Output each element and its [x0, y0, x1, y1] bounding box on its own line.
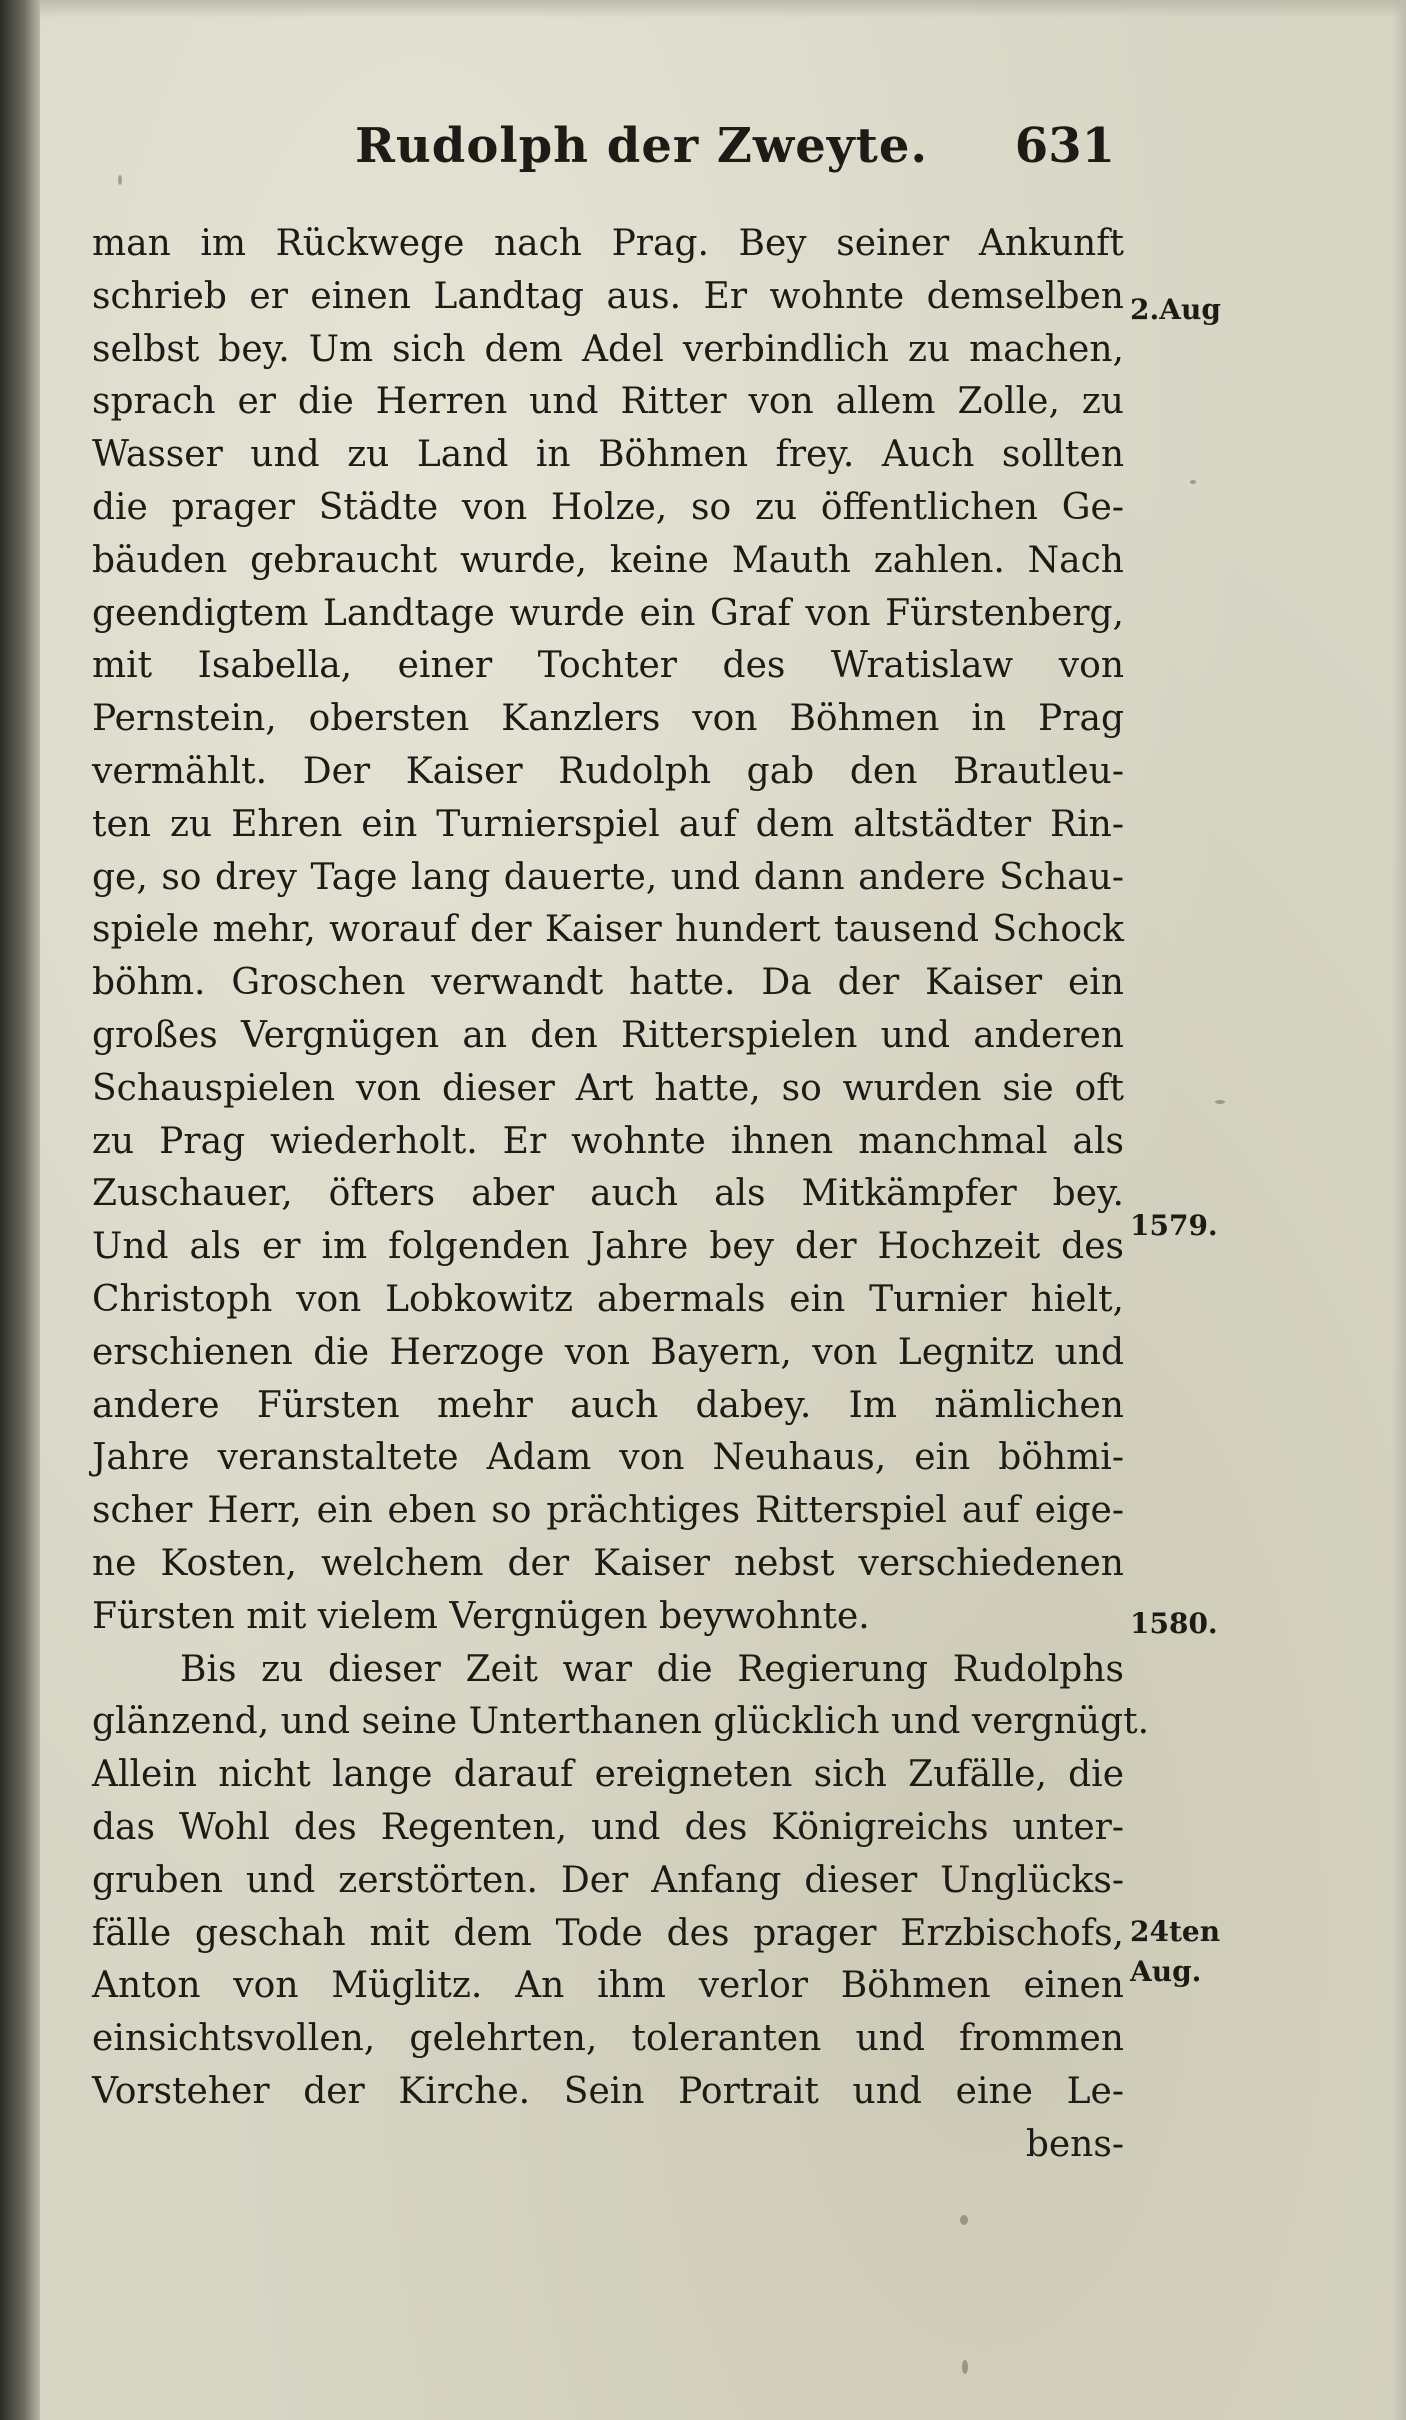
text-line: ne Kosten, welchem der Kaiser nebst verschiedenen [92, 1542, 1124, 1584]
margin-note-date: 2.Aug [1130, 293, 1221, 326]
paper-speck [1215, 1100, 1225, 1104]
text-line: Vorsteher der Kirche. Sein Portrait und eine Le- [92, 2070, 1124, 2112]
paper-speck [1190, 480, 1196, 484]
text-line: einsichtsvollen, gelehrten, toleranten und frommen [92, 2018, 1124, 2060]
text-line: vermählt. Der Kaiser Rudolph gab den Brautleu- [92, 750, 1124, 792]
text-line: gruben und zerstörten. Der Anfang dieser Unglücks- [92, 1859, 1124, 1901]
text-line: Anton von Müglitz. An ihm verlor Böhmen einen [92, 1965, 1124, 2007]
text-line: Schauspielen von dieser Art hatte, so wurden sie oft [92, 1067, 1124, 1109]
running-title: Rudolph der Zweyte. [355, 118, 929, 174]
text-line: scher Herr, ein eben so prächtiges Ritterspiel auf eige- [92, 1490, 1124, 1532]
running-head [355, 118, 1115, 180]
text-line: Jahre veranstaltete Adam von Neuhaus, ein böhmi- [92, 1437, 1124, 1479]
text-line: sprach er die Herren und Ritter von allem Zolle, zu [92, 381, 1124, 423]
text-line: glänzend, und seine Unterthanen glücklich und vergnügt. [92, 1701, 1150, 1743]
text-line: Pernstein, obersten Kanzlers von Böhmen in Prag [92, 698, 1124, 740]
body-text [92, 218, 1150, 2171]
margin-note-date: Aug. [1130, 1955, 1202, 1988]
page-right-edge [1392, 0, 1406, 2420]
book-binding-shadow [0, 0, 40, 2420]
text-line: ten zu Ehren ein Turnierspiel auf dem altstädter Rin- [92, 803, 1124, 845]
text-line: die prager Städte von Holze, so zu öffentlichen Ge- [92, 486, 1124, 528]
text-line: Und als er im folgenden Jahre bey der Hochzeit des [92, 1226, 1124, 1268]
text-line: böhm. Groschen verwandt hatte. Da der Kaiser ein [92, 962, 1124, 1004]
text-line: mit Isabella, einer Tochter des Wratislaw von [92, 645, 1124, 687]
text-line: schrieb er einen Landtag aus. Er wohnte demselben [92, 275, 1124, 317]
text-line: fälle geschah mit dem Tode des prager Erzbischofs, [92, 1912, 1124, 1954]
text-line: das Wohl des Regenten, und des Königreichs unter- [92, 1806, 1124, 1848]
text-line: großes Vergnügen an den Ritterspielen und anderen [92, 1014, 1124, 1056]
text-line: man im Rückwege nach Prag. Bey seiner Ankunft [92, 223, 1124, 264]
margin-note-date: 24ten [1130, 1915, 1221, 1948]
text-line: ge, so drey Tage lang dauerte, und dann andere Schau- [92, 856, 1124, 898]
text-line: Zuschauer, öfters aber auch als Mitkämpfer bey. [92, 1173, 1124, 1215]
paper-speck [962, 2360, 968, 2374]
paragraph-end-line: Fürsten mit vielem Vergnügen beywohnte. [92, 1595, 870, 1637]
margin-note-year: 1579. [1130, 1209, 1218, 1242]
text-line: geendigtem Landtage wurde ein Graf von Fürstenberg, [92, 592, 1124, 634]
text-line: zu Prag wiederholt. Er wohnte ihnen manchmal als [92, 1120, 1124, 1162]
paper-speck [960, 2215, 968, 2225]
page-top-edge [40, 0, 1406, 18]
page-number: 631 [1014, 118, 1115, 174]
text-line: bäuden gebraucht wurde, keine Mauth zahlen. Nach [92, 539, 1124, 581]
text-line: selbst bey. Um sich dem Adel verbindlich zu machen, [92, 328, 1124, 370]
paper-speck [118, 175, 122, 185]
text-line: erschienen die Herzoge von Bayern, von Legnitz und [92, 1331, 1124, 1373]
paragraph-start-line: Bis zu dieser Zeit war die Regierung Rudolphs [180, 1648, 1124, 1690]
text-line: Allein nicht lange darauf ereigneten sich Zufälle, die [92, 1754, 1124, 1796]
text-line: andere Fürsten mehr auch dabey. Im nämlichen [92, 1384, 1124, 1426]
text-line: Christoph von Lobkowitz abermals ein Turnier hielt, [92, 1278, 1124, 1320]
catchword: bens- [1025, 2123, 1124, 2165]
text-line: Wasser und zu Land in Böhmen frey. Auch sollten [92, 434, 1124, 476]
margin-note-year: 1580. [1130, 1607, 1218, 1640]
text-line: spiele mehr, worauf der Kaiser hundert tausend Schock [92, 909, 1124, 951]
